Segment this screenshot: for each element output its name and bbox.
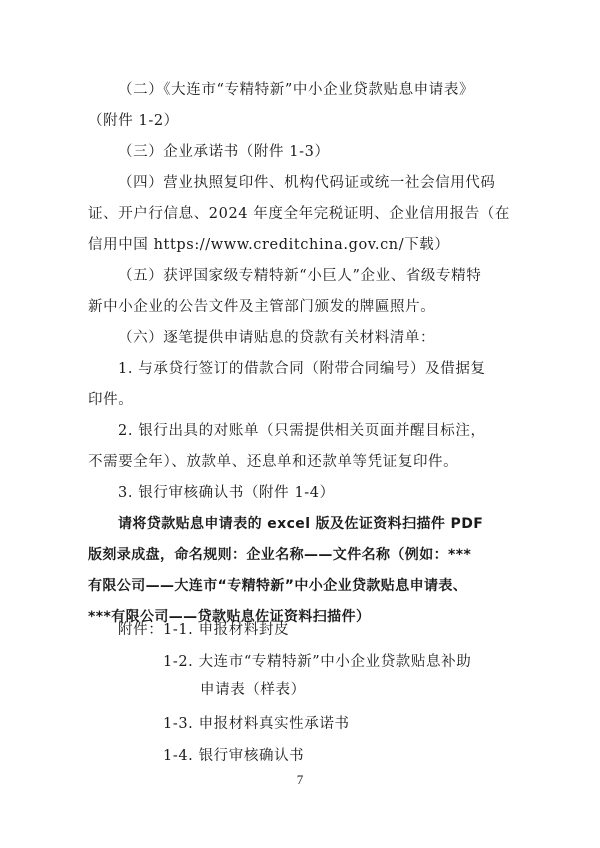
sub2-line1: 2. 银行出具的对账单（只需提供相关页面并醒目标注， xyxy=(118,423,486,439)
item4-line1: （四）营业执照复印件、机构代码证或统一社会信用代码 xyxy=(118,175,496,191)
item4-line2: 证、开户行信息、2024 年度全年完税证明、企业信用报告（在 xyxy=(88,206,511,222)
item2-line2: （附件 1-2） xyxy=(88,113,179,129)
attachment-1-2-line1: 1-2. 大连市“专精特新”中小企业贷款贴息补助 xyxy=(163,654,472,670)
item6-line1: （六）逐笔提供申请贴息的贷款有关材料清单： xyxy=(118,330,436,346)
attachment-1-1: 1-1. 申报材料封皮 xyxy=(163,622,290,638)
notice-line1: 请将贷款贴息申请表的 excel 版及佐证资料扫描件 PDF xyxy=(118,516,484,532)
attachment-1-4: 1-4. 银行审核确认书 xyxy=(163,748,305,764)
notice-line2: 版刻录成盘，命名规则：企业名称——文件名称（例如：*** xyxy=(88,547,472,563)
page-number: 7 xyxy=(296,772,304,787)
sub1-line1: 1. 与承贷行签订的借款合同（附带合同编号）及借据复 xyxy=(118,361,486,377)
sub2-line2: 不需要全年）、放款单、还息单和还款单等凭证复印件。 xyxy=(88,454,459,470)
notice-line3: 有限公司——大连市“专精特新”中小企业贷款贴息申请表、 xyxy=(88,578,468,594)
sub3-line1: 3. 银行审核确认书（附件 1-4） xyxy=(118,485,335,501)
sub1-line2: 印件。 xyxy=(88,392,134,408)
item3-line1: （三）企业承诺书（附件 1-3） xyxy=(118,144,330,160)
item2-line1: （二）《大连市“专精特新”中小企业贷款贴息申请表》 xyxy=(118,82,475,98)
item5-line2: 新中小企业的公告文件及主管部门颁发的牌匾照片。 xyxy=(88,299,436,315)
attachment-1-2-line2: 申请表（样表） xyxy=(200,682,306,698)
item5-line1: （五）获评国家级专精特新“小巨人”企业、省级专精特 xyxy=(118,268,482,284)
item4-line3: 信用中国 https://www.creditchina.gov.cn/下载） xyxy=(88,237,450,253)
attachment-1-3: 1-3. 申报材料真实性承诺书 xyxy=(163,716,350,732)
notice-line4: ***有限公司——贷款贴息佐证资料扫描件） xyxy=(88,609,371,625)
attachments-label: 附件： xyxy=(118,622,164,638)
